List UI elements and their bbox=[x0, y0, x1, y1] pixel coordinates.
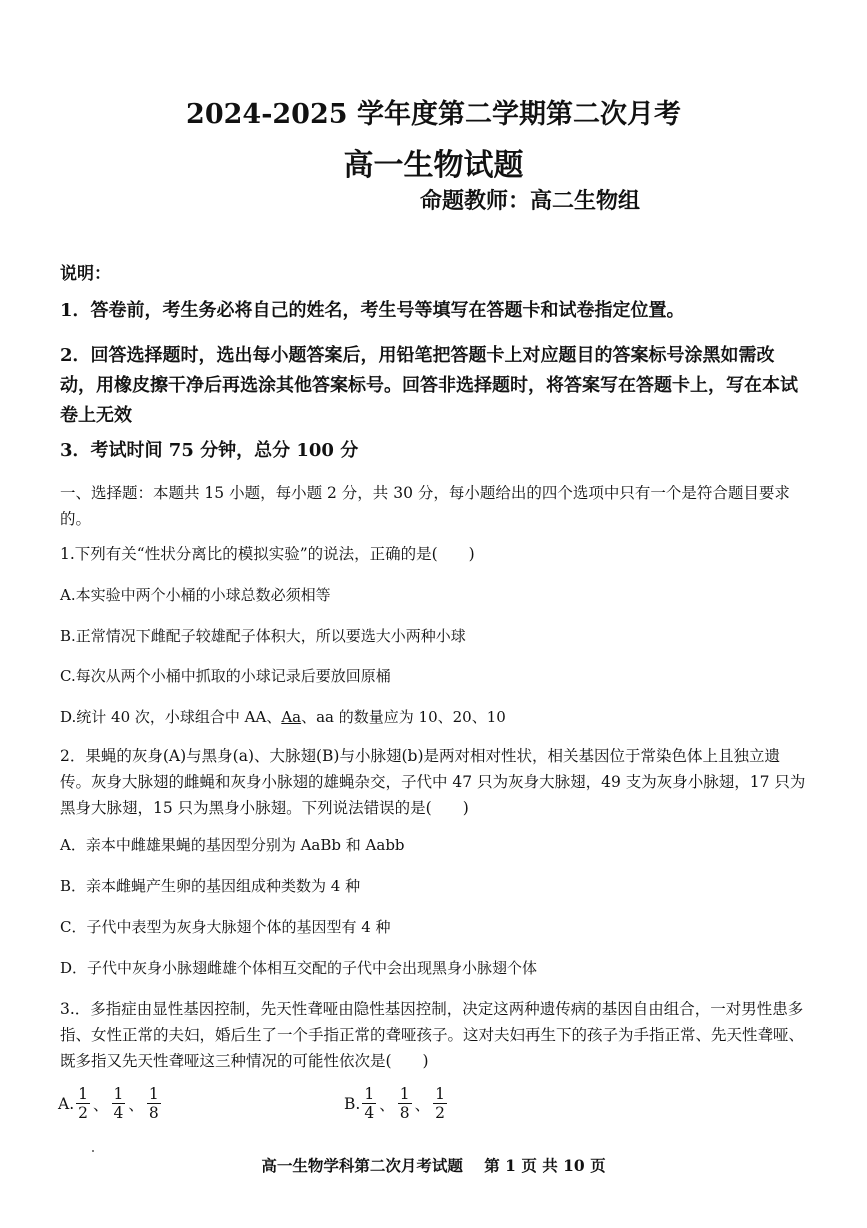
numerator: 1 bbox=[399, 1085, 410, 1103]
question-3-option-a bbox=[58, 1085, 163, 1122]
section-heading: 一、选择题：本题共 15 小题，每小题 2 分，共 30 分，每小题给出的四个选项中只有一个是符合题目要求的。 bbox=[60, 484, 790, 528]
fraction bbox=[112, 1085, 126, 1122]
question-1-stem: 1.下列有关“性状分离比的模拟实验”的说法，正确的是( ) bbox=[60, 545, 475, 563]
footer-title: 高一生物学科第二次月考试题 bbox=[261, 1156, 463, 1175]
notes-label: 说明： bbox=[60, 264, 111, 284]
question-2-option-d: D．子代中灰身小脉翅雌雄个体相互交配的子代中会出现黑身小脉翅个体 bbox=[60, 959, 538, 977]
question-2-option-b: B．亲本雌蝇产生卵的基因组成种类数为 4 种 bbox=[60, 877, 361, 895]
fraction bbox=[433, 1085, 447, 1122]
denominator: 4 bbox=[364, 1104, 375, 1122]
numerator: 1 bbox=[148, 1085, 159, 1103]
question-1-option-b: B.正常情况下雌配子较雄配子体积大，所以要选大小两种小球 bbox=[60, 627, 466, 645]
numerator: 1 bbox=[113, 1085, 124, 1103]
note-item-2: 2．回答选择题时，选出每小题答案后，用铅笔把答题卡上对应题目的答案标号涂黑如需改动，用橡皮擦干净后再选涂其他答案标号。回答非选择题时，将答案写在答题卡上，写在本试卷上无效 bbox=[60, 345, 798, 426]
option-d-text-pre: D.统计 40 次，小球组合中 AA、 bbox=[60, 708, 282, 726]
numerator: 1 bbox=[78, 1085, 88, 1103]
denominator: 2 bbox=[78, 1104, 88, 1122]
separator: 、 bbox=[93, 1095, 109, 1114]
question-2-option-c: C．子代中表型为灰身大脉翅个体的基因型有 4 种 bbox=[60, 918, 391, 936]
separator: 、 bbox=[128, 1095, 144, 1114]
question-3-stem: 3.．多指症由显性基因控制，先天性聋哑由隐性基因控制，决定这两种遗传病的基因自由组合，一对男性患多指、女性正常的夫妇，婚后生了一个手指正常的聋哑孩子。这对夫妇再生下的孩子为手指正常、先天性聋哑、既多指又先天性聋哑这三种情况的可能性依次是( ) bbox=[60, 1000, 805, 1070]
denominator: 8 bbox=[148, 1104, 159, 1122]
scan-speck bbox=[92, 1150, 94, 1152]
numerator: 1 bbox=[435, 1085, 445, 1103]
question-3-option-b bbox=[344, 1085, 449, 1122]
question-1-option-d bbox=[60, 706, 807, 728]
option-d-underlined: Aa bbox=[281, 708, 302, 726]
question-2-option-a: A．亲本中雌雄果蝇的基因型分别为 AaBb 和 Aabb bbox=[60, 836, 405, 854]
option-b-label: B. bbox=[344, 1094, 361, 1113]
question-1-option-c: C.每次从两个小桶中抓取的小球记录后要放回原桶 bbox=[60, 667, 391, 685]
exam-title: 2024-2025 学年度第二学期第二次月考 bbox=[186, 99, 681, 130]
denominator: 4 bbox=[113, 1104, 124, 1122]
denominator: 8 bbox=[399, 1104, 410, 1122]
exam-subject: 高一生物试题 bbox=[343, 148, 524, 183]
option-a-label: A. bbox=[58, 1094, 75, 1113]
separator: 、 bbox=[379, 1095, 395, 1114]
note-item-1: 1．答卷前，考生务必将自己的姓名，考生号等填写在答题卡和试卷指定位置。 bbox=[60, 300, 685, 321]
question-2-stem: 2．果蝇的灰身(A)与黑身(a)、大脉翅(B)与小脉翅(b)是两对相对性状，相关基因位于常染色体上且独立遗传。灰身大脉翅的雌蝇和灰身小脉翅的雄蝇杂交，子代中 47 只为灰身大脉翅，49 支为灰身小脉翅，17 只为黑身大脉翅，15 只为黑身小脉翅。下列说法错误的是( ) bbox=[60, 747, 806, 817]
fraction bbox=[76, 1085, 90, 1122]
fraction bbox=[362, 1085, 376, 1122]
page-footer bbox=[0, 1154, 867, 1176]
separator: 、 bbox=[414, 1095, 431, 1114]
option-d-text-post: 、aa 的数量应为 10、20、10 bbox=[301, 708, 506, 726]
exam-author: 命题教师：高二生物组 bbox=[420, 188, 641, 214]
denominator: 2 bbox=[435, 1104, 445, 1122]
question-1-option-a: A.本实验中两个小桶的小球总数必须相等 bbox=[60, 586, 331, 604]
footer-page-number: 第 1 页 共 10 页 bbox=[484, 1156, 606, 1175]
numerator: 1 bbox=[364, 1085, 375, 1103]
fraction bbox=[147, 1085, 161, 1122]
note-item-3: 3．考试时间 75 分钟，总分 100 分 bbox=[60, 440, 359, 461]
fraction bbox=[398, 1085, 412, 1122]
